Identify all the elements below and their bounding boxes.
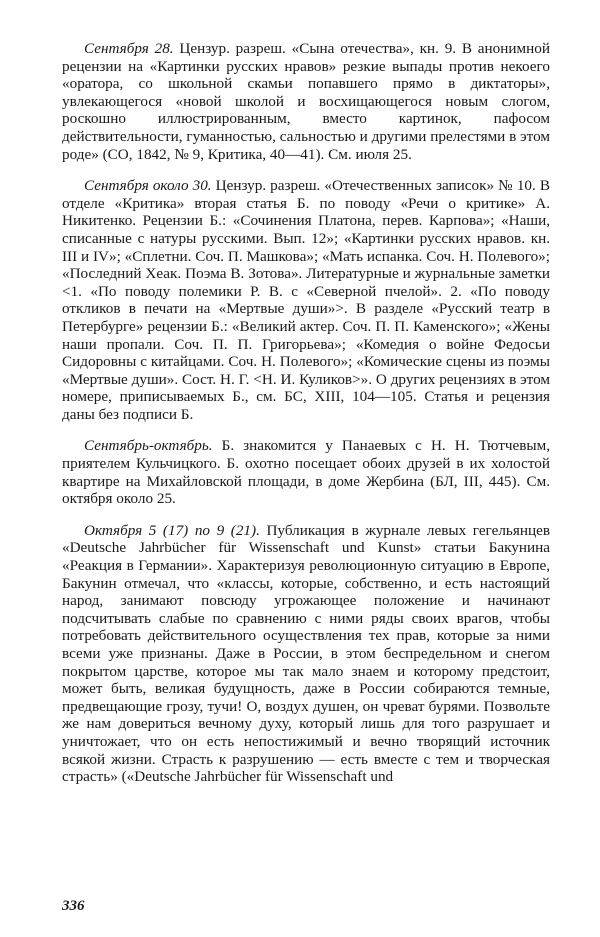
entry-date: Сентябрь-октябрь. xyxy=(84,437,213,455)
entry-text: Публикация в журнале левых гегельянцев «Deutsche Jahrbücher für Wissenschaft und Kunst» статьи Бакунина «Реакция в Германии». Характеризуя революционную ситуацию в Европе, Бакунин отмечал, что «классы, которые, собственно, и есть настоящий народ, занимают повсюду угрожающее положение и начинают подсчитывать слабые по сравнению с ними ряды своих врагов, чтобы потребовать действительного осуществления тех прав, которые за ними всеми уже признаны. Даже в России, в этом беспредельном и снегом покрытом царстве, которое мы так мало знаем и которому предстоит, может быть, великая будущность, даже в России собираются темные, предвещающие грозу, тучи! О, воздух душен, он чреват бурями. Позвольте же нам довериться вечному духу, который лишь для того разрушает и уничтожает, что он есть непостижимый и вечно творящий источник всякой жизни. Страсть к разрушению — есть вместе с тем и творческая страсть» («Deutsche Jahrbücher für Wissenschaft und xyxy=(62,521,550,786)
entry-date: Сентября 28. xyxy=(84,40,174,57)
chronicle-entry xyxy=(62,177,550,423)
entry-text: Б. знакомится у Панаевых с Н. Н. Тютчевым, приятелем Кульчицкого. Б. охотно посещает обоих друзей в их холостой квартире на Михайловской площади, в доме Жербина (БЛ, III, 445). См. октября около 25. xyxy=(62,437,550,508)
entry-date: Октября 5 (17) по 9 (21). xyxy=(84,521,260,539)
chronicle-entry xyxy=(62,522,550,786)
page-number: 336 xyxy=(62,898,85,914)
chronicle-entry xyxy=(62,40,550,163)
chronicle-entry xyxy=(62,437,550,507)
entry-date: Сентября около 30. xyxy=(84,177,212,195)
entry-text: Цензур. разреш. «Сына отечества», кн. 9. В анонимной рецензии на «Картинки русских нравов» резкие выпады против некоего «оратора, со школьной скамьи попавшего прямо в диктаторы», увлекающегося «новой школой и восхищающегося новым слогом, роскошно иллюстрированным, вместо картинок, пафосом действительности, гуманностью, сальностью и другими прелестями в этом роде» (СО, 1842, № 9, Критика, 40—41). См. июля 25. xyxy=(62,40,550,163)
entry-text: Цензур. разреш. «Отечественных записок» № 10. В отделе «Критика» вторая статья Б. по поводу «Речи о критике» А. Никитенко. Рецензии Б.: «Сочинения Платона, перев. Карпова»; «Наши, списанные с натуры русскими. Вып. 12»; «Картинки русских нравов. кн. III и IV»; «Сплетни. Соч. П. Машкова»; «Мать испанка. Соч. Н. Полевого»; «Последний Хеак. Поэма В. Зотова». Литературные и журнальные заметки <1. «По поводу полемики Р. В. с «Северной пчелой». 2. «По поводу откликов в печати на «Мертвые души»>. В разделе «Русский театр в Петербурге» рецензии Б.: «Великий актер. Соч. П. П. Каменского»; «Жены наши пропали. Соч. П. П. Григорьева»; «Комедия о войне Федосьи Сидоровны с китайцами. Соч. Н. Полевого»; «Комические сцены из поэмы «Мертвые души». Сост. Н. Г. <Н. И. Куликов>». О других рецензиях в этом номере, приписываемых Б., см. БС, XIII, 104—105. Статья и рецензия даны без подписи Б. xyxy=(62,177,550,423)
